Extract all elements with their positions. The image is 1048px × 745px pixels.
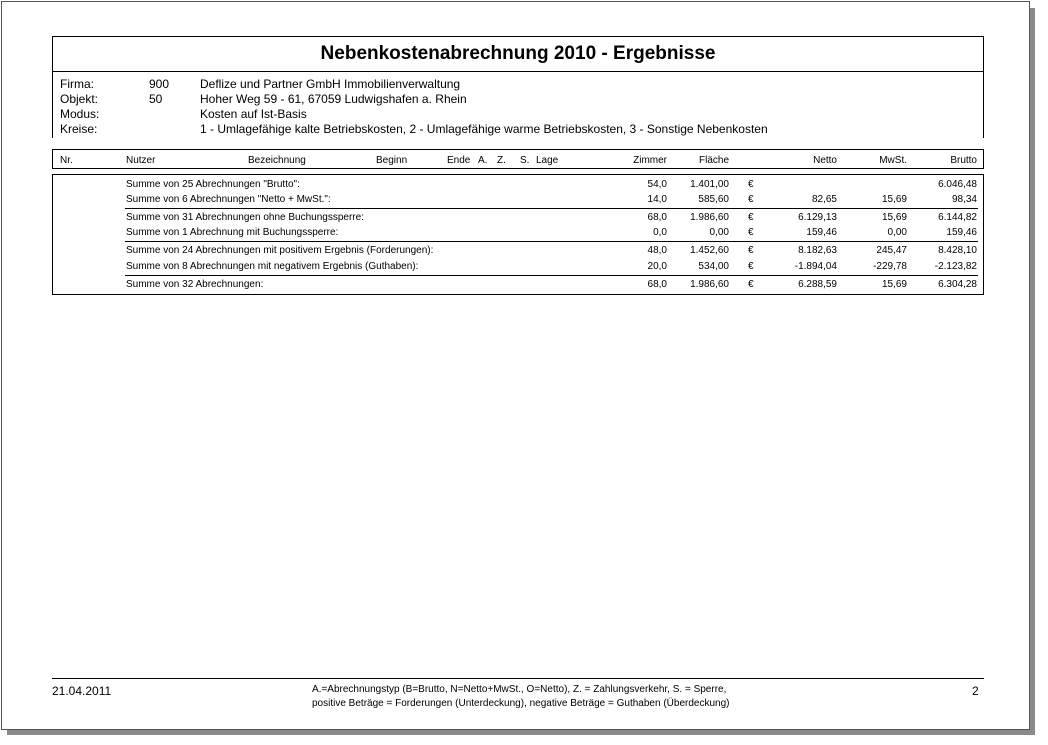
section-divider [125, 275, 978, 276]
row-zimmer: 0,0 [653, 227, 667, 238]
row-netto: 159,46 [806, 227, 837, 238]
table-row [53, 194, 983, 206]
col-brutto: Brutto [950, 155, 977, 166]
col-ende: Ende [447, 155, 471, 166]
summary-table [52, 174, 984, 295]
row-currency: € [748, 179, 754, 190]
info-label: Modus: [60, 107, 100, 121]
row-flaeche: 0,00 [709, 227, 729, 238]
footer-legend-line-1: A.=Abrechnungstyp (B=Brutto, N=Netto+MwSt., O=Netto), Z. = Zahlungsverkehr, S. = Sperre, [312, 684, 727, 695]
col-netto: Netto [813, 155, 837, 166]
col-a: A. [478, 155, 488, 166]
info-value: 1 - Umlagefähige kalte Betriebskosten, 2 - Umlagefähige warme Betriebskosten, 3 - Sonstige Nebenkosten [200, 122, 768, 136]
row-mwst: -229,78 [873, 261, 907, 272]
row-mwst: 15,69 [881, 212, 907, 223]
row-zimmer: 48,0 [647, 245, 667, 256]
row-brutto: -2.123,82 [934, 261, 977, 272]
info-number: 50 [149, 92, 163, 106]
row-flaeche: 1.452,60 [690, 245, 729, 256]
row-brutto: 6.046,48 [938, 179, 977, 190]
row-flaeche: 1.986,60 [690, 212, 729, 223]
info-value: Deflize und Partner GmbH Immobilienverwaltung [200, 77, 461, 91]
col-bezeichnung: Bezeichnung [248, 155, 306, 166]
col-s: S. [520, 155, 530, 166]
row-zimmer: 14,0 [647, 194, 667, 205]
row-netto: 6.288,59 [798, 279, 837, 290]
row-currency: € [748, 261, 754, 272]
row-mwst: 15,69 [881, 194, 907, 205]
info-number: 900 [149, 77, 170, 91]
row-mwst: 0,00 [887, 227, 907, 238]
col-z: Z. [497, 155, 506, 166]
row-zimmer: 68,0 [647, 279, 667, 290]
row-flaeche: 585,60 [698, 194, 729, 205]
table-row [53, 179, 983, 191]
row-currency: € [748, 227, 754, 238]
row-brutto: 6.144,82 [938, 212, 977, 223]
section-divider [125, 208, 978, 209]
row-description: Summe von 8 Abrechnungen mit negativem Ergebnis (Guthaben): [126, 261, 419, 272]
info-label: Objekt: [60, 92, 99, 106]
col-zimmer: Zimmer [633, 155, 667, 166]
info-value: Hoher Weg 59 - 61, 67059 Ludwigshafen a. Rhein [200, 92, 467, 106]
footer-legend-line-2: positive Beträge = Forderungen (Unterdeckung), negative Beträge = Guthaben (Überdeckung) [312, 698, 730, 709]
table-row [53, 227, 983, 239]
row-netto: 8.182,63 [798, 245, 837, 256]
row-description: Summe von 32 Abrechnungen: [126, 279, 264, 290]
col-flaeche: Fläche [698, 155, 729, 166]
col-nr: Nr. [60, 155, 73, 166]
col-mwst: MwSt. [879, 155, 907, 166]
info-label: Firma: [60, 77, 94, 91]
row-currency: € [748, 212, 754, 223]
table-row [53, 279, 983, 291]
report-page [1, 1, 1030, 730]
row-brutto: 8.428,10 [938, 245, 977, 256]
row-description: Summe von 1 Abrechnung mit Buchungssperre: [126, 227, 339, 238]
row-zimmer: 20,0 [647, 261, 667, 272]
row-netto: 82,65 [811, 194, 837, 205]
row-flaeche: 1.401,00 [690, 179, 729, 190]
row-netto: -1.894,04 [794, 261, 837, 272]
row-description: Summe von 24 Abrechnungen mit positivem Ergebnis (Forderungen): [126, 245, 434, 256]
row-flaeche: 1.986,60 [690, 279, 729, 290]
section-divider [125, 241, 978, 242]
table-row [53, 212, 983, 224]
row-mwst: 15,69 [881, 279, 907, 290]
page-number: 2 [972, 684, 979, 698]
row-currency: € [748, 194, 754, 205]
col-beginn: Beginn [376, 155, 408, 166]
footer-date: 21.04.2011 [52, 684, 112, 698]
info-label: Kreise: [60, 122, 98, 136]
row-flaeche: 534,00 [698, 261, 729, 272]
col-lage: Lage [536, 155, 559, 166]
row-currency: € [748, 279, 754, 290]
row-currency: € [748, 245, 754, 256]
row-brutto: 159,46 [946, 227, 977, 238]
col-nutzer: Nutzer [126, 155, 156, 166]
row-zimmer: 54,0 [647, 179, 667, 190]
row-description: Summe von 6 Abrechnungen "Netto + MwSt.": [126, 194, 331, 205]
row-brutto: 98,34 [951, 194, 977, 205]
row-mwst: 245,47 [876, 245, 907, 256]
table-header [52, 149, 984, 169]
table-row [53, 245, 983, 257]
row-zimmer: 68,0 [647, 212, 667, 223]
info-value: Kosten auf Ist-Basis [200, 107, 307, 121]
report-info [52, 71, 984, 138]
row-brutto: 6.304,28 [938, 279, 977, 290]
report-title: Nebenkostenabrechnung 2010 - Ergebnisse [52, 36, 984, 72]
row-description: Summe von 25 Abrechnungen "Brutto": [126, 179, 300, 190]
table-row [53, 261, 983, 273]
row-description: Summe von 31 Abrechnungen ohne Buchungssperre: [126, 212, 364, 223]
footer-divider [52, 678, 984, 679]
row-netto: 6.129,13 [798, 212, 837, 223]
